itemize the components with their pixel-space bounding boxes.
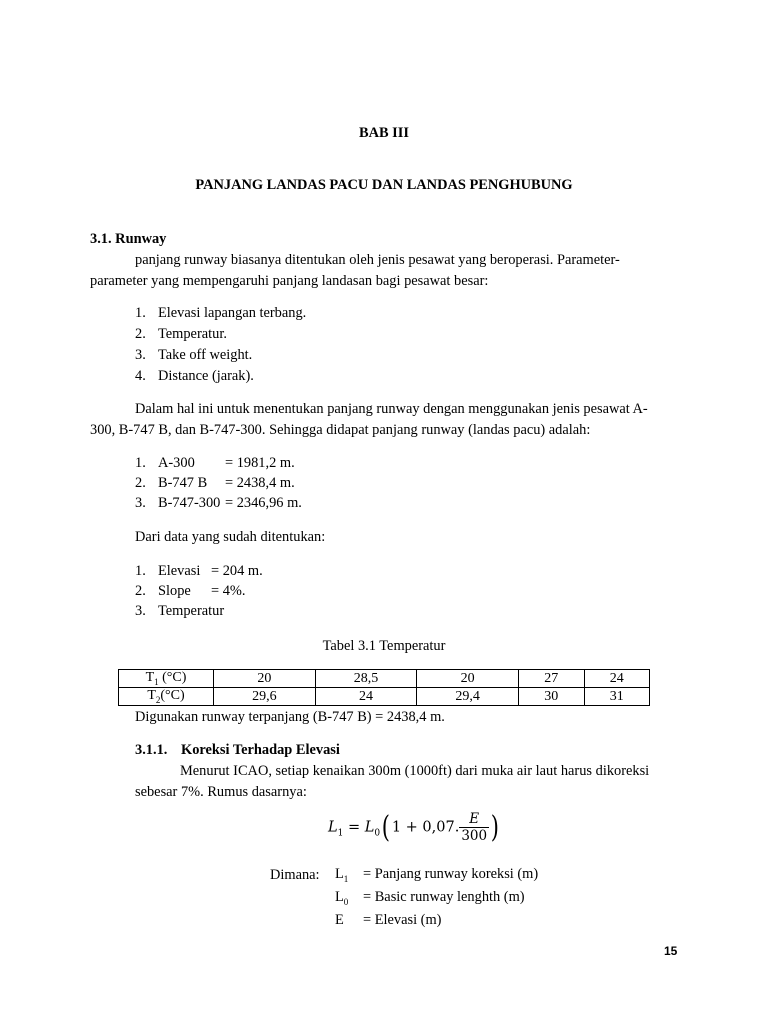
used-runway-text: Digunakan runway terpanjang (B-747 B) = 2438,4 m.	[135, 709, 445, 725]
section-intro-line1: panjang runway biasanya ditentukan oleh jenis pesawat yang beroperasi. Parameter-	[135, 252, 620, 268]
list-item: 3. Take off weight.	[135, 347, 253, 363]
page-number: 15	[664, 944, 678, 958]
subsection-para-line2: sebesar 7%. Rumus dasarnya:	[135, 784, 307, 800]
list-item: 1. Elevasi = 204 m.	[135, 563, 263, 579]
list-item: 2. B-747 B = 2438,4 m.	[135, 475, 295, 491]
list-item: 2. Temperatur.	[135, 326, 227, 342]
table-cell: 28,5	[315, 670, 417, 688]
paragraph-2-line1: Dalam hal ini untuk menentukan panjang runway dengan menggunakan jenis pesawat A-	[135, 401, 648, 417]
aircraft-list	[135, 453, 302, 513]
section-intro-line2: parameter yang mempengaruhi panjang landasan bagi pesawat besar:	[90, 273, 489, 289]
row-header: $T_1$ (°C)	[119, 670, 214, 688]
subsection-para-line1: Menurut ICAO, setiap kenaikan 300m (1000ft) dari muka air laut harus dikoreksi	[180, 763, 650, 779]
table-cell: 20	[214, 670, 316, 688]
table-caption: Tabel 3.1 Temperatur	[322, 638, 446, 654]
table-row	[119, 670, 650, 688]
list-item: 1. Elevasi lapangan terbang.	[135, 305, 307, 321]
list-item: 4. Distance (jarak).	[135, 368, 254, 384]
table-cell: 24	[315, 688, 417, 706]
definition-item: $L_0$ = Basic runway lenghth (m)	[335, 888, 525, 907]
chapter-label: BAB III	[359, 125, 409, 141]
table-cell: 20	[417, 670, 519, 688]
list-item: 1. A-300 = 1981,2 m.	[135, 455, 295, 471]
list-item: 3. Temperatur	[135, 603, 225, 619]
parameter-list	[135, 303, 306, 387]
elevation-formula: $L_1 = L_0$( 1 + 0,07. $\frac{E}{300}$ )	[328, 809, 500, 845]
definition-item: $L_1$ = Panjang runway koreksi (m)	[335, 866, 539, 884]
variable-definitions	[335, 865, 538, 934]
table-cell: 27	[519, 670, 584, 688]
definition-item: E = Elevasi (m)	[335, 911, 442, 928]
table-row	[119, 688, 650, 706]
list-item: 3. B-747-300 = 2346,96 m.	[135, 495, 302, 511]
temperature-table	[118, 669, 650, 706]
table-cell: 24	[584, 670, 650, 688]
table-cell: 29,6	[214, 688, 316, 706]
given-data-list	[135, 561, 263, 621]
section-heading: 3.1. Runway	[90, 231, 167, 247]
subsection-heading: 3.1.1. Koreksi Terhadap Elevasi	[135, 742, 340, 758]
row-header: $T_2(^\circ C)$	[119, 688, 214, 706]
paragraph-2-line2: 300, B-747 B, dan B-747-300. Sehingga didapat panjang runway (landas pacu) adalah:	[90, 422, 591, 438]
table-cell: 29,4	[417, 688, 519, 706]
where-label: Dimana:	[270, 867, 320, 883]
table-cell: 31	[584, 688, 650, 706]
data-intro: Dari data yang sudah ditentukan:	[135, 529, 326, 545]
list-item: 2. Slope = 4%.	[135, 583, 246, 599]
chapter-title: PANJANG LANDAS PACU DAN LANDAS PENGHUBUNG	[195, 177, 573, 193]
table-cell: 30	[519, 688, 584, 706]
